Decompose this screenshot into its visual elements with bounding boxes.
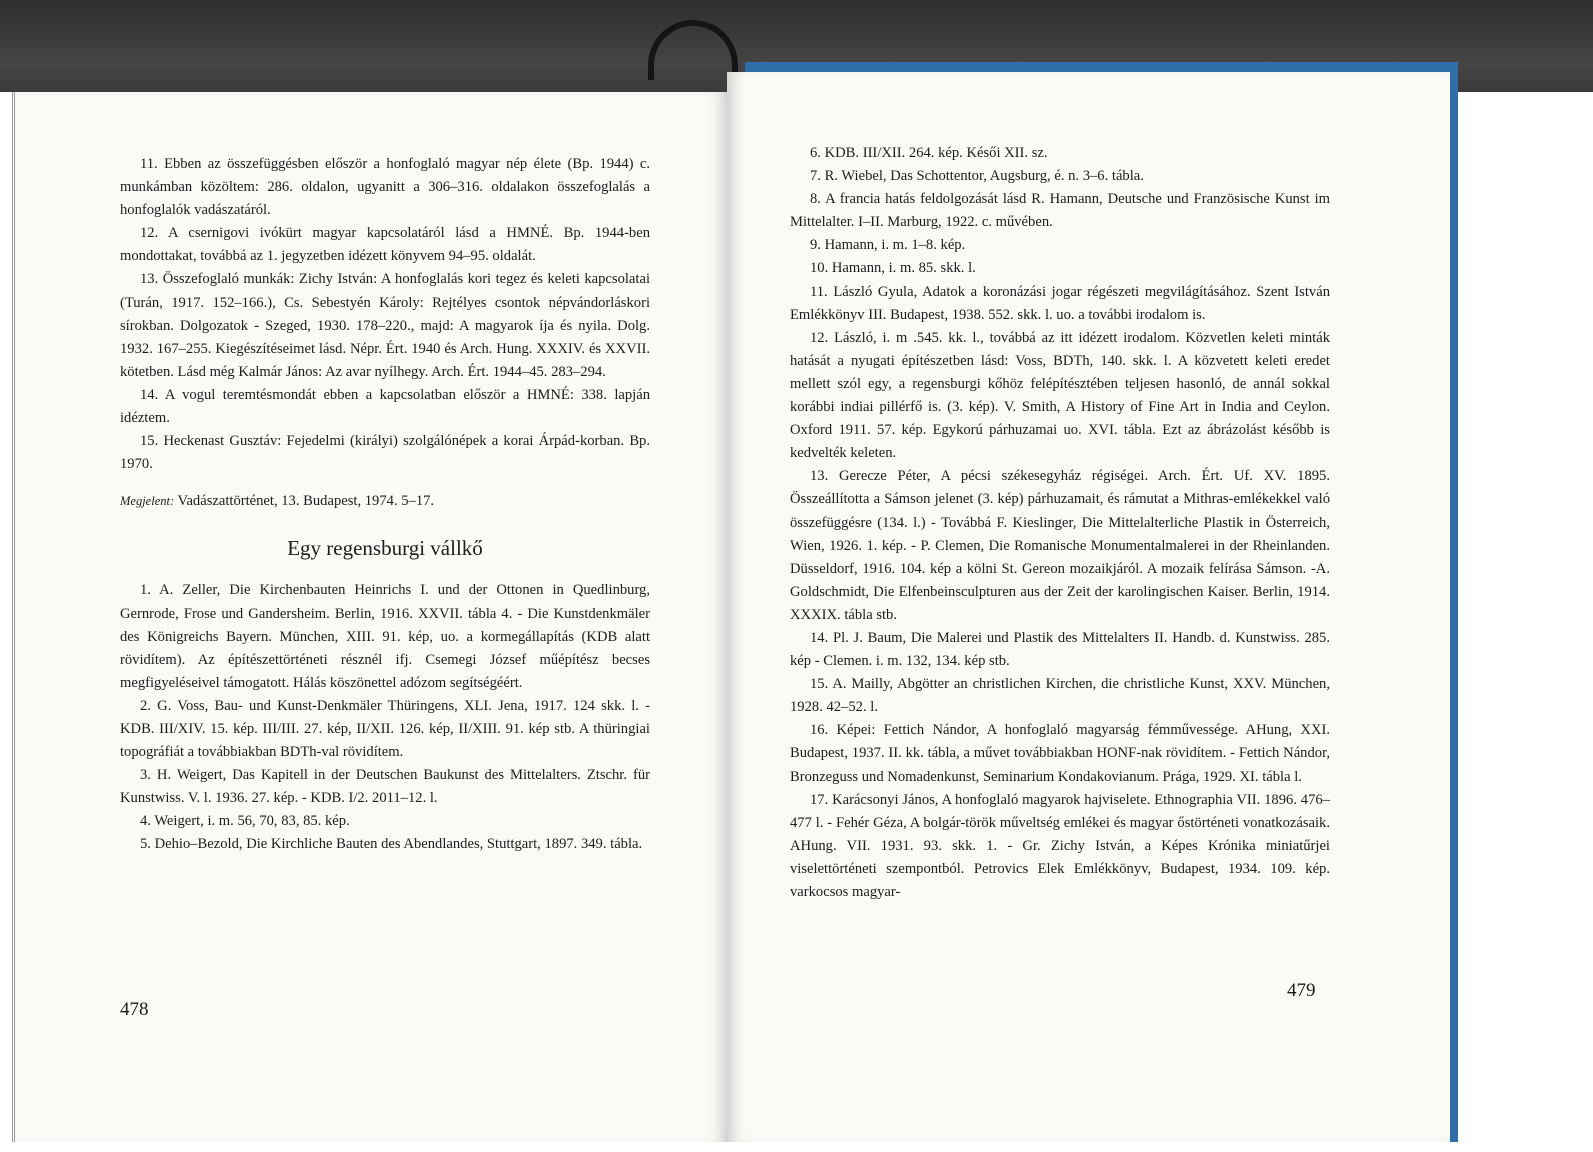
note-12: 12. A csernigovi ivókürt magyar kapcsolatáról lásd a HMNÉ. Bp. 1944-ben mondottakat, továbbá az 1. jegyzetben idézett könyvem 94–95. oldalát. xyxy=(120,225,650,265)
page-number-right: 479 xyxy=(1287,980,1316,1001)
right-page-text xyxy=(790,142,1330,904)
note-16: 16. Képei: Fettich Nándor, A honfoglaló magyarság fémművessége. AHung, XXI. Budapest, 1937. II. kk. tábla, a művet továbbiakban HONF-nak rövidítem. - Fettich Nándor, Bronzeguss und Nomadenkunst, Seminarium Kondakovianum. Prága, 1929. XI. tábla l. xyxy=(790,722,1330,785)
note-15-right: 15. A. Mailly, Abgötter an christlichen Kirchen, die christliche Kunst, XXV. München, 1928. 42–52. l. xyxy=(790,676,1330,716)
note-15: 15. Heckenast Gusztáv: Fejedelmi (királyi) szolgálónépek a korai Árpád-korban. Bp. 1970. xyxy=(120,433,650,473)
note-11-right: 11. László Gyula, Adatok a koronázási jogar régészeti megvilágításához. Szent István Emlékkönyv III. Budapest, 1938. 552. skk. l. uo. a további irodalom is. xyxy=(790,283,1330,323)
note-2: 2. G. Voss, Bau- und Kunst-Denkmäler Thüringens, XLI. Jena, 1917. 124 skk. l. - KDB. III/XIV. 15. kép. III/III. 27. kép, II/XII. 126. kép, II/XIII. 91. kép stb. A thüringiai topográfiát a továbbiakban BDTh-val rövidítem. xyxy=(120,697,650,761)
note-9: 9. Hamann, i. m. 1–8. kép. xyxy=(810,237,966,254)
note-6: 6. KDB. III/XII. 264. kép. Késői XII. sz. xyxy=(810,145,1048,161)
note-11: 11. Ebben az összefüggésben először a honfoglaló magyar nép élete (Bp. 1944) c. munkámban közöltem: 286. oldalon, ugyanitt a 306–316. oldalakon összefoglalás a honfoglalók vadászatáról. xyxy=(120,156,650,219)
note-12-right: 12. László, i. m .545. kk. l., továbbá az itt idézett irodalom. Közvetlen keleti minták hatását a nyugati építészetben lásd: Voss, BDTh, 140. skk. l. A közvetett keleti eredet mellett szól egy, a regensburgi kőhöz felépítésztében teljesen hasonló, de annál sokkal korábbi indiai pillérfő is. (3. kép). V. Smith, A History of Fine Art in India and Ceylon. Oxford 1911. 57. kép. Egykorú párhuzamai uo. XVI. tábla. Ezt az ábrázolást később is kedvelték keleten. xyxy=(790,329,1330,462)
right-page xyxy=(727,72,1450,1142)
note-13: 13. Összefoglaló munkák: Zichy István: A honfoglalás kori tegez és keleti kapcsolatai (Turán, 1917. 152–166.), Cs. Sebestyén Károly: Rejtélyes csontok népvándorláskori sírokban. Dolgozatok - Szeged, 1930. 178–220., majd: A magyarok íja és nyila. Dolg. 1932. 167–255. Kiegészítéseimet lásd. Népr. Ért. 1940 és Arch. Hung. XXXIV. és XXVII. kötetben. Lásd még Kalmár János: Az avar nyílhegy. Arch. Ért. 1944–45. 283–294. xyxy=(120,271,650,380)
left-page-text xyxy=(120,153,650,857)
published-text: Vadászattörténet, 13. Budapest, 1974. 5–17. xyxy=(174,493,435,510)
note-14: 14. A vogul teremtésmondát ebben a kapcsolatban először a HMNÉ: 338. lapján idéztem. xyxy=(120,386,650,427)
note-5: 5. Dehio–Bezold, Die Kirchliche Bauten des Abendlandes, Stuttgart, 1897. 349. tábla. xyxy=(140,836,643,853)
note-17: 17. Karácsonyi János, A honfoglaló magyarok hajviselete. Ethnographia VII. 1896. 476–477 l. - Fehér Géza, A bolgár-török műveltség emlékei és magyar őstörténeti vonatkozásaik. AHung. VII. 1931. 93. skk. 1. - Gr. Zichy István, a Képes Krónika miniatűrjei viselettörténeti szempontból. Petrovics Elek Emlékkönyv, Budapest, 1934. 109. kép. varkocsos magyar- xyxy=(790,791,1330,900)
note-10: 10. Hamann, i. m. 85. skk. l. xyxy=(810,260,976,277)
publication-line xyxy=(120,490,650,513)
note-13-right: 13. Gerecze Péter, A pécsi székesegyház régiségei. Arch. Ért. Uf. XV. 1895. Összeállította a Sámson jelenet (3. kép) párhuzamait, és rámutat a Mithras-emlékekkel való összefüggésre (134. l.) - Továbbá F. Kieslinger, Die Mittelalterliche Plastik in Österreich, Wien, 1926. 1. kép. - P. Clemen, Die Romanische Monumentalmalerei in der Rheinlanden. Düsseldorf, 1916. 104. kép a kölni St. Gereon mozaikjáról. A mozaik felírása Sámson. -A. Goldschmidt, Die Elfenbeinsculpturen aus der Zeit der karolingischen Kaiser. Berlin, 1914. XXXIX. tábla stb. xyxy=(790,468,1330,623)
note-7: 7. R. Wiebel, Das Schottentor, Augsburg, é. n. 3–6. tábla. xyxy=(810,168,1144,185)
published-label: Megjelent: xyxy=(120,494,175,509)
left-page xyxy=(12,92,727,1142)
note-8: 8. A francia hatás feldolgozását lásd R. Hamann, Deutsche und Französische Kunst im Mittelalter. I–II. Marburg, 1922. c. művében. xyxy=(790,191,1330,231)
note-14-right: 14. Pl. J. Baum, Die Malerei und Plastik des Mittelalters II. Handb. d. Kunstwiss. 285. kép - Clemen. i. m. 132, 134. kép stb. xyxy=(790,629,1330,670)
note-4: 4. Weigert, i. m. 56, 70, 83, 85. kép. xyxy=(140,813,350,830)
note-1: 1. A. Zeller, Die Kirchenbauten Heinrichs I. und der Ottonen in Quedlinburg, Gernrode, Frose und Gandersheim. Berlin, 1916. XXVII. tábla 4. - Die Kunstdenkmäler des Königreichs Bayern. München, XIII. 91. kép, uo. a kormegállapítás (KDB alatt rövidítem). Az építészettörténeti résznél ifj. Csemegi József műépítész becses megfigyeléseivel támogatott. Hálás köszönettel adózom segítségéért. xyxy=(120,582,650,691)
page-number-left: 478 xyxy=(120,999,149,1020)
section-title: Egy regensburgi vállkő xyxy=(287,536,483,561)
note-3: 3. H. Weigert, Das Kapitell in der Deutschen Baukunst des Mittelalters. Ztschr. für Kunstwiss. V. l. 1936. 27. kép. - KDB. I/2. 2011–12. l. xyxy=(120,767,650,807)
